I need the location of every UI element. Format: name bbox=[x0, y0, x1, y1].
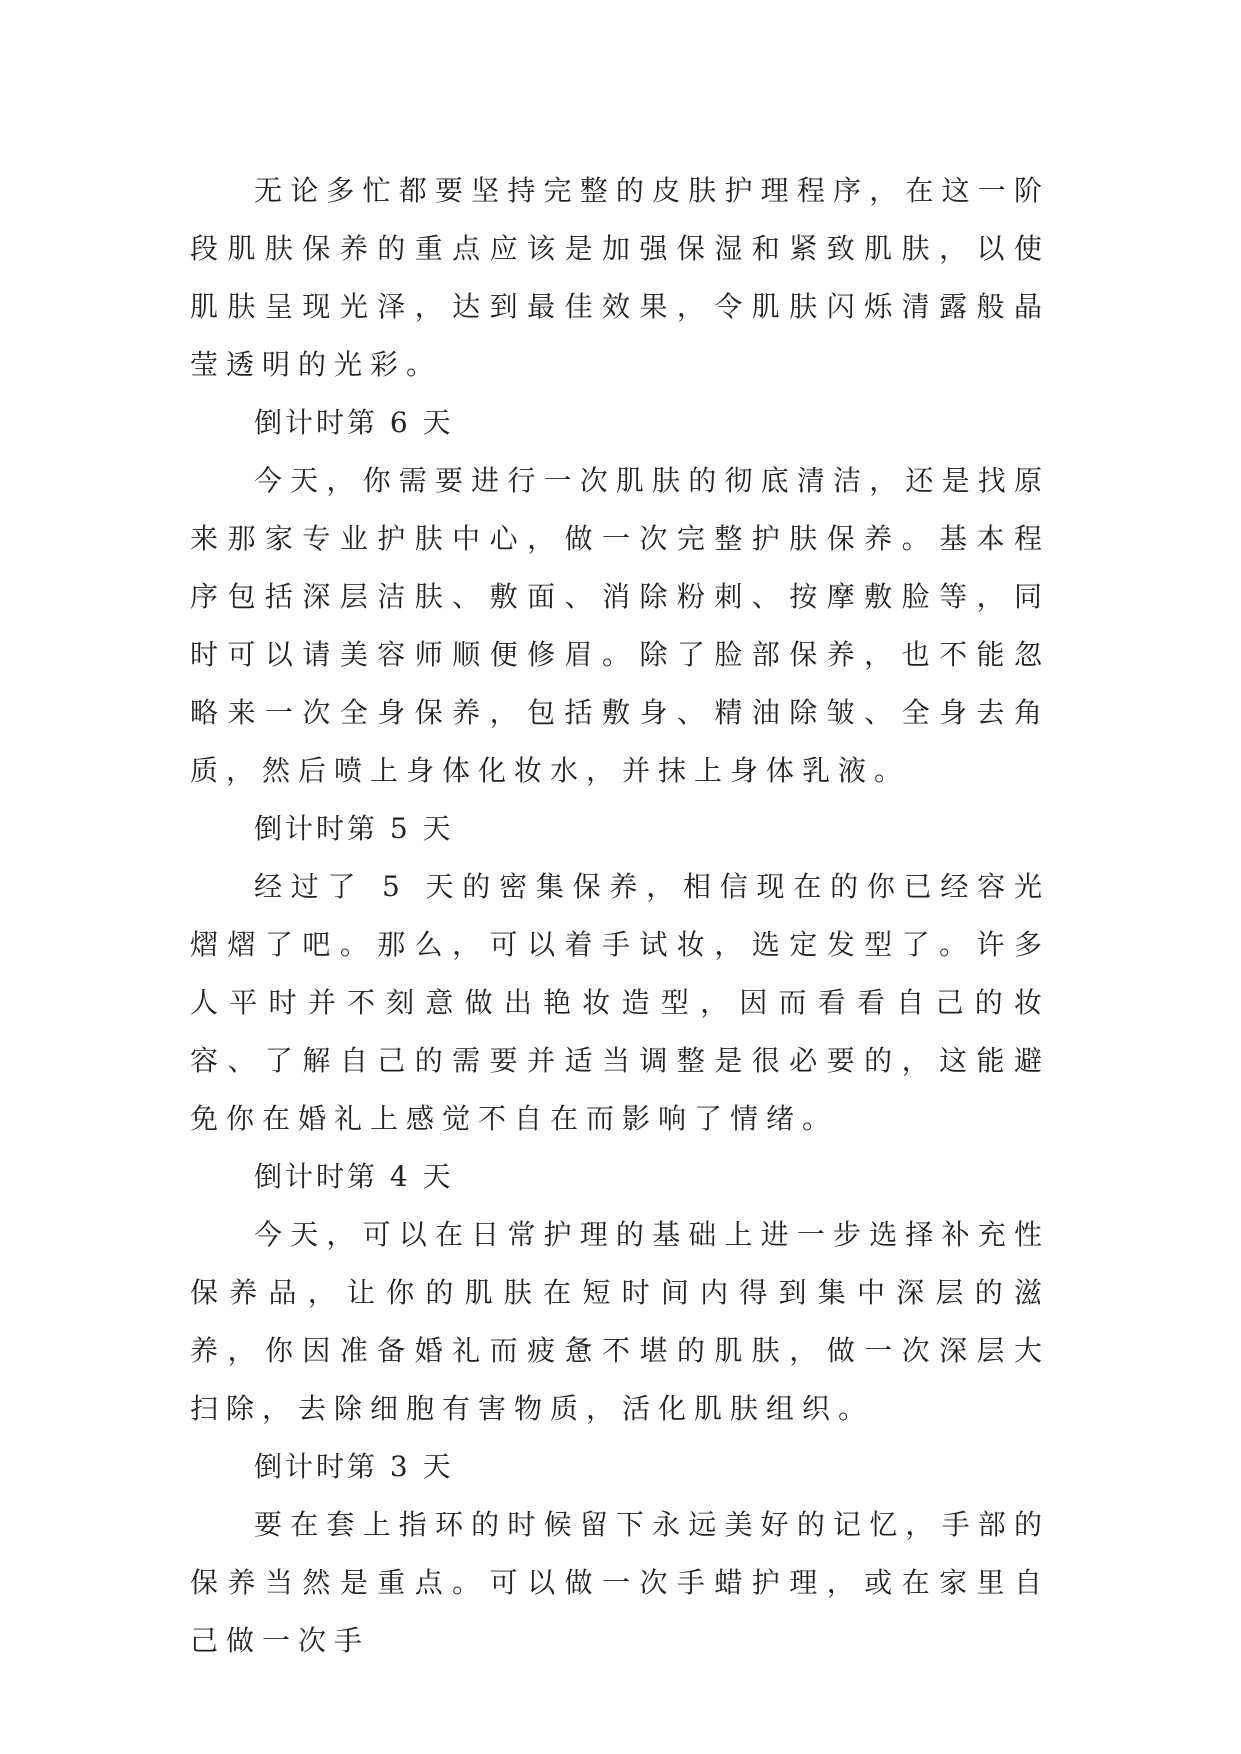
section-heading-day-6: 倒计时第 6 天 bbox=[254, 406, 454, 439]
paragraph-day-6: 今天，你需要进行一次肌肤的彻底清洁，还是找原来那家专业护肤中心，做一次完整护肤保养。基本程序包括深层洁肤、敷面、消除粉刺、按摩敷脸等，同时可以请美容师顺便修眉。除了脸部保养，也不能忽略来一次全身保养，包括敷身、精油除皱、全身去角质，然后喷上身体化妆水，并抹上身体乳液。 bbox=[190, 464, 1050, 787]
paragraph-intro: 无论多忙都要坚持完整的皮肤护理程序，在这一阶段肌肤保养的重点应该是加强保湿和紧致肌肤，以使肌肤呈现光泽，达到最佳效果，令肌肤闪烁清露般晶莹透明的光彩。 bbox=[190, 174, 1050, 381]
section-heading-day-5: 倒计时第 5 天 bbox=[254, 812, 454, 845]
paragraph-day-3: 要在套上指环的时候留下永远美好的记忆，手部的保养当然是重点。可以做一次手蜡护理，或在家里自己做一次手 bbox=[190, 1508, 1050, 1657]
section-heading-day-4: 倒计时第 4 天 bbox=[254, 1160, 454, 1193]
section-heading-day-3: 倒计时第 3 天 bbox=[254, 1450, 454, 1483]
paragraph-day-4: 今天，可以在日常护理的基础上进一步选择补充性保养品，让你的肌肤在短时间内得到集中深层的滋养，你因准备婚礼而疲惫不堪的肌肤，做一次深层大扫除，去除细胞有害物质，活化肌肤组织。 bbox=[190, 1218, 1050, 1425]
paragraph-day-5: 经过了 5 天的密集保养，相信现在的你已经容光熠熠了吧。那么，可以着手试妆，选定发型了。许多人平时并不刻意做出艳妆造型，因而看看自己的妆容、了解自己的需要并适当调整是很必要的，这能避免你在婚礼上感觉不自在而影响了情绪。 bbox=[190, 870, 1050, 1135]
document-body bbox=[190, 162, 1050, 1670]
